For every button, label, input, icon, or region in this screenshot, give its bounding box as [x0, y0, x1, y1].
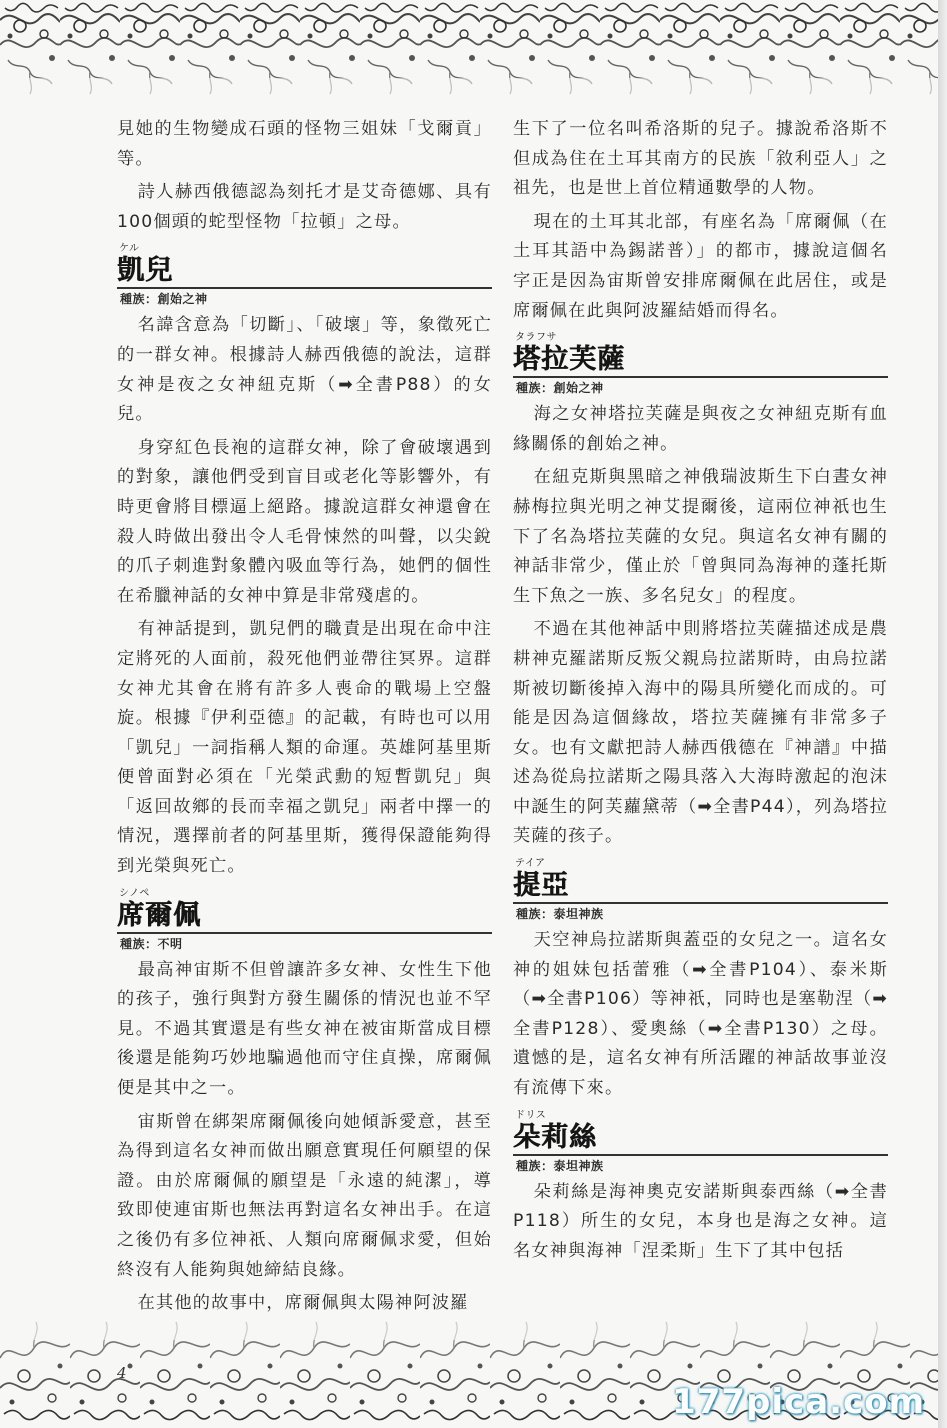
body-paragraph: 宙斯曾在綁架席爾佩後向她傾訴愛意，甚至為得到這名女神而做出願意實現任何願望的保證。由於席爾佩的願望是「永遠的純潔」，導致即使連宙斯也無法再對這名女神出手。在這之後仍有多位神祇、人類向席爾佩求愛，但始終沒有人能夠與她締結良緣。: [117, 1111, 492, 1280]
body-paragraph: 朵莉絲是海神奧克安諾斯與泰西絲（➡全書P118）所生的女兒，本身也是海之女神。這名女神與海神「涅柔斯」生下了其中包括: [513, 1181, 888, 1261]
race-label: 種族：創始之神: [513, 376, 888, 398]
entry-title: 席爾佩: [117, 899, 201, 931]
entry-ruby: タラフサ: [515, 332, 557, 344]
body-paragraph: 天空神烏拉諾斯與蓋亞的女兒之一。這名女神的姐妹包括蕾雅（➡全書P104）、泰米斯（➡全書P106）等神祇，同時也是塞勒涅（➡全書P128）、愛奧絲（➡全書P130）之母。遺憾的是，這名女神有所活躍的神話故事並沒有流傳下來。: [513, 930, 888, 1099]
entry-theia: [513, 858, 888, 924]
race-label: 種族：泰坦神族: [513, 902, 888, 924]
entry-ruby: シノペ: [119, 887, 150, 899]
body-paragraph: 名諱含意為「切斷」、「破壞」等，象徵死亡的一群女神。根據詩人赫西俄德的說法，這群女神是夜之女神紐克斯（➡全書P88）的女兒。: [117, 315, 492, 425]
entry-ker: [117, 243, 492, 309]
entry-sinope: [117, 888, 492, 954]
body-paragraph: 生下了一位名叫希洛斯的兒子。據說希洛斯不但成為住在土耳其南方的民族「敘利亞人」之祖先，也是世上首位精通數學的人物。: [513, 119, 888, 199]
entry-title: 塔拉芙薩: [513, 344, 625, 376]
body-paragraph: 見她的生物變成石頭的怪物三姐妹「戈爾貢」等。: [117, 119, 492, 169]
body-paragraph: 不過在其他神話中則將塔拉芙薩描述成是農耕神克羅諾斯反叛父親烏拉諾斯時，由烏拉諾斯被切斷後掉入海中的陽具所變化而成的。可能是因為這個緣故，塔拉芙薩擁有非常多子女。也有文獻把詩人赫西俄德在『神譜』中描述為從烏拉諾斯之陽具落入大海時激起的泡沫中誕生的阿芙蘿黛蒂（➡全書P44），列為塔拉芙薩的孩子。: [513, 619, 888, 847]
body-paragraph: 有神話提到，凱兒們的職責是出現在命中注定將死的人面前，殺死他們並帶往冥界。這群女神尤其會在將有許多人喪命的戰場上空盤旋。根據『伊利亞德』的記載，有時也可以用「凱兒」一詞指稱人類的命運。英雄阿基里斯便曾面對必須在「光榮武勳的短暫凱兒」與「返回故鄉的長而幸福之凱兒」兩者中擇一的情況，選擇前者的阿基里斯，獲得保證能夠得到光榮與死亡。: [117, 619, 492, 877]
entry-thalassa: [513, 332, 888, 398]
right-column: [513, 115, 888, 1270]
entry-title: 朵莉絲: [513, 1121, 597, 1153]
entry-ruby: ドリス: [515, 1109, 547, 1121]
body-paragraph: 詩人赫西俄德認為刻托才是艾奇德娜、具有100個頭的蛇型怪物「拉頓」之母。: [117, 182, 492, 232]
entry-ruby: ケル: [119, 243, 140, 255]
page-number: 4: [117, 1364, 127, 1382]
race-label: 種族：泰坦神族: [513, 1154, 888, 1176]
entry-title: 凱兒: [117, 255, 173, 287]
body-paragraph: 在其他的故事中，席爾佩與太陽神阿波羅: [137, 1293, 469, 1314]
page-edge-shadow: [938, 0, 947, 1428]
body-paragraph: 在紐克斯與黑暗之神俄瑞波斯生下白晝女神赫梅拉與光明之神艾提爾後，這兩位神祇也生下了名為塔拉芙薩的女兒。與這名女神有關的神話非常少，僅止於「曾與同為海神的蓬托斯生下魚之一族、多名兒女」的程度。: [513, 467, 888, 606]
body-paragraph: 身穿紅色長袍的這群女神，除了會破壞遇到的對象，讓他們受到盲目或老化等影響外，有時更會將目標逼上絕路。據說這群女神還會在殺人時做出發出令人毛骨悚然的叫聲，以尖銳的爪子刺進對象體內吸血等行為，她們的個性在希臘神話的女神中算是非常殘虐的。: [117, 437, 492, 606]
watermark: 177pica.com: [672, 1382, 925, 1422]
body-paragraph: 海之女神塔拉芙薩是與夜之女神紐克斯有血緣關係的創始之神。: [513, 404, 888, 454]
left-column: [117, 115, 492, 1323]
race-label: 種族：創始之神: [117, 287, 492, 309]
body-paragraph: 最高神宙斯不但曾讓許多女神、女性生下他的孩子，強行與對方發生關係的情況也並不罕見。不過其實還是有些女神在被宙斯當成目標後還是能夠巧妙地騙過他而守住貞操，席爾佩便是其中之一。: [117, 959, 492, 1099]
entry-ruby: テイア: [515, 858, 546, 870]
entry-doris: [513, 1110, 888, 1176]
body-paragraph: 現在的土耳其北部，有座名為「席爾佩（在土耳其語中為錫諾普）」的都市，據說這個名字正是因為宙斯曾安排席爾佩在此居住，或是席爾佩在此與阿波羅結婚而得名。: [513, 211, 888, 321]
entry-title: 提亞: [513, 870, 569, 902]
top-ornament-border: [0, 0, 938, 105]
race-label: 種族：不明: [117, 932, 492, 954]
